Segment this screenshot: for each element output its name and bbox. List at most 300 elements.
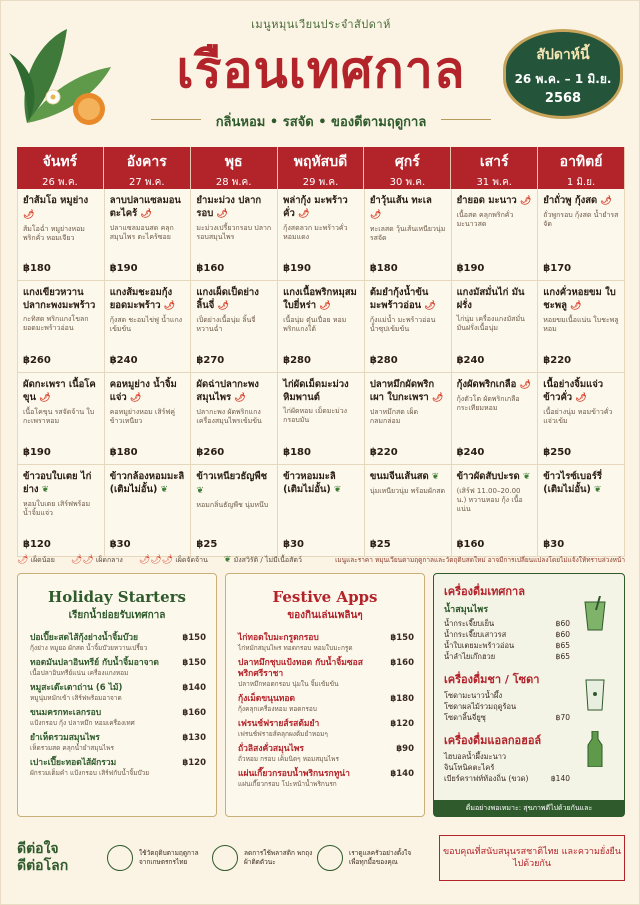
item-desc: แผ่นเกี๊ยวกรอบ โปะหน้าน้ำพริกนรก bbox=[238, 780, 337, 788]
dish-desc: มะม่วงเปรี้ยวกรอบ ปลากรอบสมุนไพร bbox=[196, 224, 272, 241]
day-date: 1 มิ.ย. bbox=[566, 177, 596, 188]
dish-name bbox=[543, 286, 619, 313]
item-desc: ปลาหมึกทอดกรอบ นุ่มใน จิ้มเข้มข้น bbox=[238, 680, 339, 688]
leaf-icon: ❦ bbox=[330, 485, 342, 495]
dish-name-text: ผัดฉ่าปลากะพง สมุนไพร bbox=[196, 379, 259, 403]
dish-price: ฿220 bbox=[543, 355, 572, 366]
item-desc: หมูนุ่มหมักเข้า เสิร์ฟพร้อมอาจาด bbox=[30, 694, 122, 702]
dish-name-text: ยำยอด มะนาว bbox=[456, 195, 517, 206]
item-name: หมูสะเต๊ะเตาถ่าน (6 ไม้) bbox=[30, 683, 123, 693]
legend-veg-label: มังสวิรัติ / ไม่มีเนื้อสัตว์ bbox=[233, 555, 302, 564]
day-header bbox=[191, 147, 278, 189]
item-price: ฿140 bbox=[182, 683, 206, 693]
menu-cell bbox=[278, 373, 365, 465]
dish-desc: กุ้งตัวโต ผัดพริกเกลือ กระเทียมหอม bbox=[456, 395, 520, 412]
dish-name-text: ข้าวไรซ์เบอร์รี่ (เติมไม่อั้น) bbox=[543, 471, 602, 495]
menu-cell bbox=[538, 189, 625, 281]
dish-name-text: ข้าวอบใบเตย ไก่ย่าง bbox=[23, 471, 92, 495]
menu-cell bbox=[191, 281, 278, 373]
drinks-panel bbox=[433, 573, 625, 817]
chili-icon: 🌶 bbox=[231, 393, 246, 403]
chili-icon: 🌶🌶🌶 bbox=[138, 554, 174, 565]
menu-cell bbox=[105, 465, 192, 557]
dish-desc: เนื้อย่างนุ่ม หอมข้าวคั่ว แจ่วเข้ม bbox=[543, 408, 613, 425]
dish-name-text: ข้าวผัดสับปะรด bbox=[456, 471, 520, 482]
drink-name: น้ำใบเตยมะพร้าวอ่อน bbox=[444, 641, 515, 650]
chili-icon: 🌶 bbox=[17, 554, 29, 565]
chili-icon: 🌶🌶 bbox=[70, 554, 94, 565]
dish-desc: กุ้งสดลวก มะพร้าวคั่ว หอมแดง bbox=[283, 224, 348, 241]
dish-name bbox=[283, 194, 359, 221]
legend-hot bbox=[139, 555, 208, 566]
starters-list bbox=[30, 633, 206, 777]
dish-price: ฿280 bbox=[283, 355, 311, 366]
item-name: ปลาหมึกชุบแป้งทอด กับน้ำจิ้มซอสพริกศรีราชา bbox=[238, 658, 363, 679]
item-price: ฿90 bbox=[396, 744, 414, 754]
dish-desc: เป็ดย่างเนื้อนุ่ม ลิ้นจี่หวานฉ่ำ bbox=[196, 316, 256, 333]
leaf-icon: ❦ bbox=[519, 472, 531, 482]
dish-name bbox=[23, 194, 99, 222]
dish-price: ฿260 bbox=[23, 355, 51, 366]
dish-price: ฿120 bbox=[23, 539, 51, 550]
menu-cell bbox=[191, 189, 278, 281]
drink-name: โซดามะนาวน้ำผึ้ง bbox=[444, 691, 503, 700]
menu-item bbox=[238, 769, 414, 788]
menu-cell bbox=[365, 281, 452, 373]
dish-name bbox=[543, 470, 619, 497]
menu-cell bbox=[452, 373, 539, 465]
item-name: เปาะเปี๊ยะทอดไส้ผักรวม bbox=[30, 758, 117, 768]
dish-name-text: แกงมัสมั่นไก่ มันฝรั่ง bbox=[456, 287, 525, 311]
footer-item-plastic bbox=[212, 845, 317, 871]
heart-hands-icon bbox=[317, 845, 343, 871]
legend-veg bbox=[224, 555, 302, 566]
drink-price: ฿140 bbox=[550, 774, 570, 783]
drink-row bbox=[444, 651, 614, 662]
dish-name-text: แกงส้มชะอมกุ้ง ยอดมะพร้าว bbox=[109, 287, 173, 311]
dish-name-text: ยำถั่วพู กุ้งสด bbox=[543, 195, 598, 206]
dish-price: ฿170 bbox=[543, 263, 572, 274]
dish-price: ฿240 bbox=[456, 447, 485, 458]
dish-desc: ถั่วพูกรอบ กุ้งสด น้ำยำรสจัด bbox=[543, 211, 619, 228]
menu-cell bbox=[191, 465, 278, 557]
dish-name-text: ข้าวหอมมะลิ (เติมไม่อั้น) bbox=[283, 471, 336, 495]
chili-icon: 🌶 bbox=[572, 393, 587, 403]
menu-cell bbox=[191, 373, 278, 465]
dish-name bbox=[370, 470, 446, 484]
badge-label: สัปดาห์นี้ bbox=[536, 47, 590, 63]
dish-name bbox=[543, 378, 619, 405]
legend-mild-label: เผ็ดน้อย bbox=[30, 555, 55, 564]
dish-price: ฿190 bbox=[23, 447, 51, 458]
day-name: เสาร์ bbox=[479, 154, 509, 170]
dish-desc: เนื้อนุ่ม ตุ๋นเปื่อย หอมพริกแกงใต้ bbox=[283, 316, 347, 333]
item-name: ถั่วลิสงคั่วสมุนไพร bbox=[238, 744, 304, 754]
dish-desc: ปลากะพง ผัดพริกแกง เครื่องสมุนไพรเข้มข้น bbox=[196, 408, 262, 425]
item-desc: ไก่หมักสมุนไพร ทอดกรอบ หอมใบมะกรูด bbox=[238, 644, 353, 652]
day-header bbox=[278, 147, 365, 189]
dish-name bbox=[110, 378, 186, 405]
menu-cells bbox=[17, 189, 625, 557]
dish-name bbox=[283, 470, 359, 497]
dish-name bbox=[457, 378, 533, 392]
glass-icon bbox=[580, 596, 610, 632]
drink-name: จินโทนิคตะไคร้ bbox=[444, 763, 495, 772]
chili-icon: 🌶 bbox=[597, 196, 612, 206]
dish-name bbox=[23, 378, 99, 405]
item-name: เฟรนช์ฟรายส์รสต้มยำ bbox=[238, 719, 320, 729]
day-date: 28 พ.ค. bbox=[215, 177, 252, 188]
day-name: พุธ bbox=[224, 154, 243, 170]
dish-price: ฿220 bbox=[369, 447, 398, 458]
drink-price: ฿60 bbox=[555, 619, 570, 628]
chili-icon: 🌶 bbox=[23, 210, 35, 220]
dish-price: ฿250 bbox=[543, 447, 572, 458]
day-date: 27 พ.ค. bbox=[129, 177, 165, 188]
item-desc: แป้งกรอบ กุ้ง ปลาหมึก หอมเครื่องเทศ bbox=[30, 719, 135, 727]
item-name: ไก่ทอดใบมะกรูดกรอบ bbox=[238, 633, 319, 643]
drink-name: ไฮบอลน้ำผึ้งมะนาว bbox=[444, 752, 507, 761]
item-price: ฿150 bbox=[390, 633, 414, 643]
badge-dates: 26 พ.ค. – 1 มิ.ย. bbox=[514, 72, 612, 86]
item-desc: ถั่วหอม กรอบ เค็มนิดๆ หอมสมุนไพร bbox=[238, 755, 339, 763]
drink-name: โซดาลิ้นจี่ยูซุ bbox=[444, 713, 486, 722]
item-desc: กุ้งย่าง หมูยอ ผักสด น้ำจิ้มบ๊วยหวานเปรี้ยว bbox=[30, 644, 148, 652]
day-header bbox=[364, 147, 451, 189]
item-name: ขนมครกทะเลกรอบ bbox=[30, 708, 102, 718]
dish-name-text: แกงเขียวหวาน ปลากะพงมะพร้าว bbox=[23, 287, 96, 311]
drinks-title: เครื่องดื่มเทศกาล bbox=[444, 585, 525, 598]
menu-item bbox=[30, 758, 206, 777]
dish-price: ฿160 bbox=[456, 539, 485, 550]
dish-name bbox=[370, 378, 446, 405]
menu-cell bbox=[105, 189, 192, 281]
menu-item bbox=[238, 694, 414, 713]
chili-icon: 🌶 bbox=[213, 209, 228, 219]
basket-icon bbox=[212, 845, 238, 871]
dish-name bbox=[196, 194, 272, 221]
drink-name: น้ำกระเจี๊ยบเย็น bbox=[444, 619, 495, 628]
dish-price: ฿190 bbox=[456, 263, 485, 274]
day-name: อาทิตย์ bbox=[559, 154, 603, 170]
dish-name bbox=[110, 286, 186, 313]
starters-title: Holiday Starters bbox=[48, 588, 186, 606]
dish-price: ฿180 bbox=[283, 447, 311, 458]
thanks-box: ขอบคุณที่สนับสนุนรสชาติไทย และความยั่งยืนไปด้วยกัน bbox=[439, 835, 625, 881]
dish-name bbox=[196, 286, 272, 313]
menu-cell bbox=[18, 189, 105, 281]
dish-name bbox=[283, 378, 359, 404]
week-badge bbox=[503, 29, 623, 119]
dish-price: ฿190 bbox=[109, 263, 138, 274]
legend-medium-label: เผ็ดกลาง bbox=[95, 555, 123, 564]
dish-price: ฿30 bbox=[109, 539, 131, 550]
dish-desc: กุ้งแม่น้ำ มะพร้าวอ่อน น้ำซุปเข้มข้น bbox=[369, 316, 436, 333]
dish-desc: กุ้งสด ชะอมไข่ฟู น้ำแกงเข้มข้น bbox=[109, 316, 183, 333]
dish-name-text: ขนมจีนเส้นสด bbox=[369, 471, 429, 482]
day-header bbox=[538, 147, 625, 189]
item-name: กุ้งเม็ดขนุนทอด bbox=[238, 694, 295, 704]
drink-price: ฿60 bbox=[555, 630, 570, 639]
apps-title: Festive Apps bbox=[272, 588, 378, 606]
footer-title-line2: ดีต่อโลก bbox=[17, 858, 69, 874]
drink-price: ฿70 bbox=[555, 713, 570, 722]
dish-desc: หอยขมเนื้อแน่น ใบชะพลูหอม bbox=[543, 316, 619, 333]
menu-item bbox=[238, 719, 414, 738]
footer-item-local bbox=[107, 845, 212, 871]
weekly-menu-grid bbox=[17, 147, 625, 557]
menu-cell bbox=[452, 465, 539, 557]
chili-icon: 🌶 bbox=[369, 210, 382, 220]
bottle-icon bbox=[580, 731, 610, 767]
menu-cell bbox=[365, 189, 452, 281]
day-name: ศุกร์ bbox=[394, 154, 420, 170]
day-headers bbox=[17, 147, 625, 189]
day-header bbox=[17, 147, 104, 189]
chili-icon: 🌶 bbox=[566, 301, 582, 311]
day-date: 30 พ.ค. bbox=[389, 177, 426, 188]
dish-desc: ไก่ผัดหอม เม็ดมะม่วงกรอบมัน bbox=[283, 407, 348, 424]
dish-desc: ส้มโอฉ่ำ หมูย่างหอม พริกคั่ว หอมเจียว bbox=[23, 225, 85, 242]
chili-icon: 🌶 bbox=[36, 393, 51, 403]
menu-cell bbox=[18, 465, 105, 557]
menu-item bbox=[238, 633, 414, 652]
chili-icon: 🌶 bbox=[126, 393, 142, 403]
dish-name-text: ข้าวเหนียวธัญพืช bbox=[196, 471, 268, 482]
dish-name bbox=[23, 470, 99, 497]
dish-name-text: แกงเผ็ดเป็ดย่าง ลิ้นจี่ bbox=[196, 287, 259, 311]
dish-desc: ปลาหมึกสด เผ็ดกลมกล่อม bbox=[369, 408, 419, 425]
page-footer bbox=[17, 823, 625, 893]
leaf-icon: ❦ bbox=[590, 485, 602, 495]
item-price: ฿160 bbox=[390, 658, 414, 668]
drinks-tea-heading: เครื่องดื่มชา / โซดา bbox=[444, 673, 540, 686]
dish-name-text: คอหมูย่าง น้ำจิ้มแจ่ว bbox=[109, 379, 177, 403]
menu-cell bbox=[278, 465, 365, 557]
dish-price: ฿25 bbox=[369, 539, 391, 550]
dish-desc: ปลาแซลมอนสด คลุกสมุนไพร ตะไคร้ซอย bbox=[109, 224, 174, 241]
drinks-alcohol-heading: เครื่องดื่มแอลกอฮอล์ bbox=[444, 734, 542, 747]
menu-subtitle: กลิ่นหอม • รสจัด • ของดีตามฤดูกาล bbox=[215, 115, 427, 130]
legend bbox=[17, 551, 625, 569]
item-desc: ผักรวมเต็มคำ แป้งกรอบ เสิร์ฟกับน้ำจิ้มบ๊วย bbox=[30, 769, 150, 777]
item-name: ปอเปี๊ยะสดไส้กุ้งย่างน้ำจิ้มบ๊วย bbox=[30, 633, 139, 643]
item-price: ฿160 bbox=[182, 708, 206, 718]
dish-name-text: ยำมะม่วง ปลากรอบ bbox=[196, 195, 262, 219]
legend-note: เมนูและราคา หมุนเวียนตามฤดูกาลและวัตถุดิบสดใหม่ อาจมีการเปลี่ยนแปลงโดยไม่แจ้งให้ทราบล่วงหน้า bbox=[335, 556, 625, 564]
dish-desc: (เสิร์ฟ 11.00–20.00 น.) หวานหอม กุ้ง เนื้อแน่น bbox=[456, 487, 523, 513]
legend-medium bbox=[71, 555, 123, 566]
dish-name-text: ต้มยำกุ้งน้ำข้น มะพร้าวอ่อน bbox=[369, 287, 429, 311]
footer-title bbox=[17, 841, 107, 875]
dish-name bbox=[370, 194, 446, 222]
chili-icon: 🌶 bbox=[516, 196, 532, 206]
dish-name-text: ผัดกะเพรา เนื้อโคขุน bbox=[23, 379, 96, 403]
dish-desc: กะทิสด พริกแกงโขลก ยอดมะพร้าวอ่อน bbox=[23, 315, 89, 332]
chili-icon: 🌶 bbox=[214, 301, 229, 311]
menu-item bbox=[238, 658, 414, 688]
menu-cell bbox=[278, 281, 365, 373]
menu-item bbox=[30, 708, 206, 727]
menu-cell bbox=[105, 281, 192, 373]
apps-panel bbox=[225, 573, 425, 817]
menu-cell bbox=[538, 465, 625, 557]
leaf-icon: ❦ bbox=[38, 485, 50, 495]
footer-item-care bbox=[317, 845, 422, 871]
menu-cell bbox=[105, 373, 192, 465]
leaf-icon: ❦ bbox=[223, 554, 232, 565]
item-name: ยำเห็ดรวมสมุนไพร bbox=[30, 733, 100, 743]
dish-name bbox=[196, 378, 272, 405]
dish-price: ฿160 bbox=[196, 263, 225, 274]
day-header bbox=[104, 147, 191, 189]
chili-icon: 🌶 bbox=[421, 301, 436, 311]
dish-desc: หอมใบเตย เสิร์ฟพร้อมน้ำจิ้มแจ่ว bbox=[23, 500, 91, 517]
drinks-alcohol-section bbox=[444, 731, 614, 784]
footer-item-text: เราดูแลครัวอย่างตั้งใจ เพื่อทุกมื้อของคุณ bbox=[349, 849, 412, 866]
menu-cell bbox=[452, 281, 539, 373]
drink-name: โซดาผลไม้รวมฤดูร้อน bbox=[444, 702, 517, 711]
subtitle-rule-right bbox=[441, 119, 491, 120]
dish-price: ฿260 bbox=[196, 447, 225, 458]
dish-name bbox=[457, 470, 533, 484]
dish-name-text: กุ้งผัดพริกเกลือ bbox=[456, 379, 517, 390]
day-date: 26 พ.ค. bbox=[42, 177, 78, 188]
dish-name-text: ยำส้มโอ หมูย่าง bbox=[23, 195, 89, 206]
starters-subtitle: เรียกน้ำย่อยรับเทศกาล bbox=[68, 610, 166, 621]
menu-item bbox=[238, 744, 414, 763]
soda-glass-icon bbox=[580, 676, 610, 712]
menu-cell bbox=[452, 189, 539, 281]
dish-name-text: เนื้อย่างจิ้มแจ่ว ข้าวคั่ว bbox=[543, 379, 604, 403]
drink-name: เบียร์คราฟท์ท้องถิ่น (ขวด) bbox=[444, 774, 529, 783]
drink-price: ฿65 bbox=[555, 652, 570, 661]
dish-price: ฿270 bbox=[196, 355, 225, 366]
menu-cell bbox=[18, 373, 105, 465]
dish-desc: นุ่มเหนียวนุ่ม พร้อมผักสด bbox=[369, 487, 446, 495]
legend-hot-label: เผ็ดจัดจ้าน bbox=[175, 555, 208, 564]
starters-panel bbox=[17, 573, 217, 817]
menu-header bbox=[1, 1, 640, 141]
chili-icon: 🌶 bbox=[316, 301, 331, 311]
dish-name bbox=[370, 286, 446, 313]
footer-item-text: ใช้วัตถุดิบตามฤดูกาล จากเกษตรกรไทย bbox=[139, 849, 199, 866]
menu-cell bbox=[18, 281, 105, 373]
menu-cell bbox=[365, 465, 452, 557]
menu-title: เรือนเทศกาล bbox=[176, 40, 466, 99]
dish-name bbox=[457, 194, 533, 208]
dish-price: ฿280 bbox=[369, 355, 398, 366]
dish-name bbox=[457, 286, 533, 312]
menu-item bbox=[30, 683, 206, 702]
dish-price: ฿240 bbox=[456, 355, 485, 366]
day-date: 29 พ.ค. bbox=[302, 177, 339, 188]
day-name: อังคาร bbox=[126, 154, 167, 170]
menu-cell bbox=[278, 189, 365, 281]
farmer-icon bbox=[107, 845, 133, 871]
footer-title-line1: ดีต่อใจ bbox=[17, 841, 59, 857]
footer-item-text: ลดการใช้พลาสติก พกถุงผ้าติดตัวนะ bbox=[244, 849, 313, 866]
dish-name-text: ไก่ผัดเม็ดมะม่วง หิมพานต์ bbox=[283, 379, 349, 403]
item-desc: เนื้อปลาอินทรีย์แน่น เครื่องแกงหอม bbox=[30, 669, 129, 677]
item-price: ฿140 bbox=[390, 769, 414, 779]
day-date: 31 พ.ค. bbox=[476, 177, 512, 188]
dish-desc: คอหมูย่างหอม เสิร์ฟคู่ข้าวเหนียว bbox=[109, 408, 175, 425]
dish-desc: เนื้อโคขุน รสจัดจ้าน ใบกะเพราหอม bbox=[23, 408, 95, 425]
drinks-footer-note: ดื่มอย่างพอเหมาะ: สุขภาพดีไปด้วยกันและ bbox=[434, 800, 624, 816]
dish-price: ฿190 bbox=[283, 263, 311, 274]
drinks-tea-section bbox=[444, 670, 614, 723]
item-price: ฿150 bbox=[182, 658, 206, 668]
day-header bbox=[451, 147, 538, 189]
item-price: ฿120 bbox=[390, 719, 414, 729]
drink-name: น้ำลำไยเก๊กฮวย bbox=[444, 652, 496, 661]
chili-icon: 🌶 bbox=[428, 393, 444, 403]
badge-year: 2568 bbox=[544, 91, 582, 106]
dish-name-text: พล่ากุ้ง มะพร้าวคั่ว bbox=[283, 195, 348, 219]
dish-price: ฿180 bbox=[369, 263, 398, 274]
item-price: ฿120 bbox=[182, 758, 206, 768]
dish-name bbox=[110, 194, 186, 221]
item-name: แผ่นเกี๊ยวกรอบน้ำพริกนรกทูน่า bbox=[238, 769, 350, 779]
drink-price: ฿65 bbox=[555, 641, 570, 650]
chili-icon: 🌶 bbox=[137, 209, 152, 219]
dish-price: ฿240 bbox=[109, 355, 138, 366]
leaf-icon: ❦ bbox=[428, 472, 440, 482]
dish-name-text: แกงเนื้อพริกหมุสม ใบยี่หร่า bbox=[283, 287, 357, 311]
item-desc: เฟรนช์ฟรายส์คลุกผงต้มยำหอมๆ bbox=[238, 730, 328, 738]
dish-name bbox=[543, 194, 619, 208]
item-price: ฿150 bbox=[182, 633, 206, 643]
chili-icon: 🌶 bbox=[516, 380, 531, 390]
menu-item bbox=[30, 658, 206, 677]
menu-cell bbox=[538, 373, 625, 465]
dish-desc: เนื้อสด คลุกพริกคั่ว มะนาวสด bbox=[456, 211, 514, 228]
dish-name bbox=[196, 470, 272, 498]
dish-price: ฿30 bbox=[283, 539, 305, 550]
drink-row bbox=[444, 712, 614, 723]
dish-name-text: ปลาหมึกผัดพริกเผา ใบกะเพรา bbox=[369, 379, 435, 403]
menu-kicker: เมนูหมุนเวียนประจำสัปดาห์ bbox=[251, 18, 391, 31]
menu-cell bbox=[365, 373, 452, 465]
drinks-herbal-section bbox=[444, 582, 614, 662]
item-desc: เห็ดรวมสด คลุกน้ำยำสมุนไพร bbox=[30, 744, 114, 752]
dish-price: ฿180 bbox=[109, 447, 138, 458]
drink-row bbox=[444, 640, 614, 651]
dish-name-text: แกงคั่วหอยขม ใบชะพลู bbox=[543, 287, 616, 311]
item-desc: กุ้งคลุกเครื่องหอม ทอดกรอบ bbox=[238, 705, 317, 713]
dish-price: ฿30 bbox=[543, 539, 565, 550]
drink-name: น้ำกระเจี๊ยบเสาวรส bbox=[444, 630, 507, 639]
dish-price: ฿25 bbox=[196, 539, 218, 550]
dish-name bbox=[283, 286, 359, 313]
drinks-herbal-heading: น้ำสมุนไพร bbox=[444, 605, 489, 615]
day-name: พฤหัสบดี bbox=[293, 154, 348, 170]
drink-row bbox=[444, 773, 614, 784]
item-name: ทอดมันปลาอินทรีย์ กับน้ำจิ้มอาจาด bbox=[30, 658, 159, 668]
dish-desc: ทะเลสด วุ้นเส้นเหนียวนุ่ม รสจัด bbox=[369, 225, 446, 242]
dish-price: ฿180 bbox=[23, 263, 51, 274]
chili-icon: 🌶 bbox=[160, 301, 176, 311]
apps-subtitle: ของกินเล่นเพลินๆ bbox=[287, 610, 363, 621]
day-name: จันทร์ bbox=[42, 154, 78, 170]
dish-name bbox=[23, 286, 99, 312]
item-price: ฿180 bbox=[390, 694, 414, 704]
menu-item bbox=[30, 633, 206, 652]
dish-desc: หอมกลิ่นธัญพืช นุ่มหนึบ bbox=[196, 501, 269, 509]
legend-mild bbox=[17, 555, 55, 566]
dish-name-text: ข้าวกล้องหอมมะลิ (เติมไม่อั้น) bbox=[109, 471, 185, 495]
